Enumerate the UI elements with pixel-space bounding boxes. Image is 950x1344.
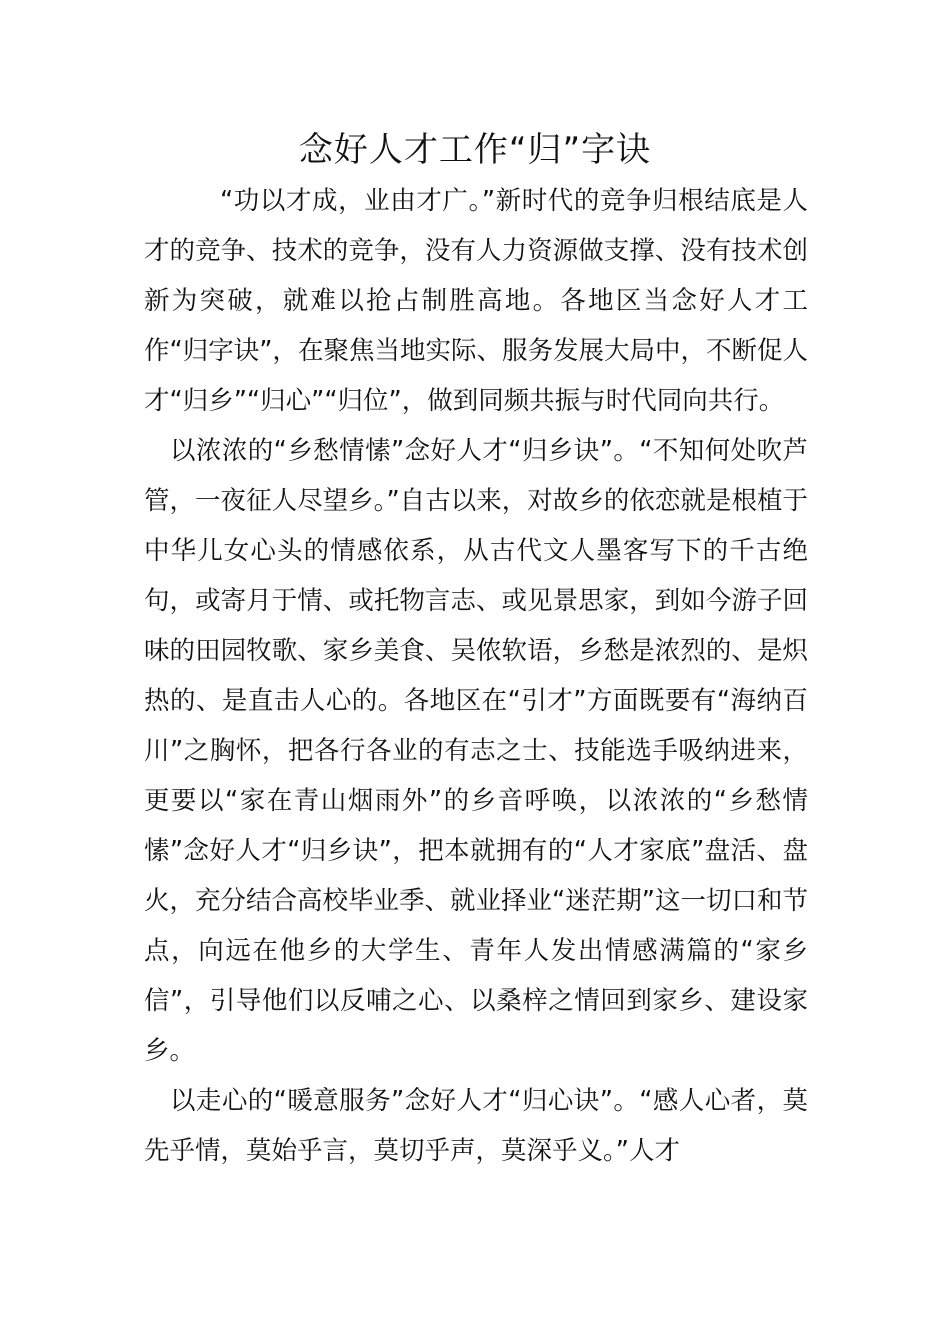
paragraph-return-home: 以浓浓的“乡愁情愫”念好人才“归乡诀”。“不知何处吹芦管，一夜征人尽望乡。”自古以来，对故乡的依恋就是根植于中华儿女心头的情感依系，从古代文人墨客写下的千古绝句，或寄月于情、或托物言志、或见景思家，到如今游子回味的田园牧歌、家乡美食、吴侬软语，乡愁是浓烈的、是炽热的、是直击人心的。各地区在“引才”方面既要有“海纳百川”之胸怀，把各行各业的有志之士、技能选手吸纳进来，更要以“家在青山烟雨外”的乡音呼唤，以浓浓的“乡愁情愫”念好人才“归乡诀”，把本就拥有的“人才家底”盘活、盘火，充分结合高校毕业季、就业择业“迷茫期”这一切口和节点，向远在他乡的大学生、青年人发出情感满篇的“家乡信”，引导他们以反哺之心、以桑梓之情回到家乡、建设家乡。 [144,436,808,1066]
paragraph-return-heart: 以走心的“暖意服务”念好人才“归心诀”。“感人心者，莫先乎情，莫始乎言，莫切乎声，莫深乎义。”人才 [144,1086,808,1166]
document-title: 念好人才工作“归”字诀 [298,130,652,170]
paragraph-intro: “功以才成，业由才广。”新时代的竞争归根结底是人才的竞争、技术的竞争，没有人力资源做支撑、没有技术创新为突破，就难以抢占制胜高地。各地区当念好人才工作“归字诀”，在聚焦当地实际、服务发展大局中，不断促人才“归乡”“归心”“归位”，做到同频共振与时代同向共行。 [144,186,808,416]
document-body [144,176,808,1176]
